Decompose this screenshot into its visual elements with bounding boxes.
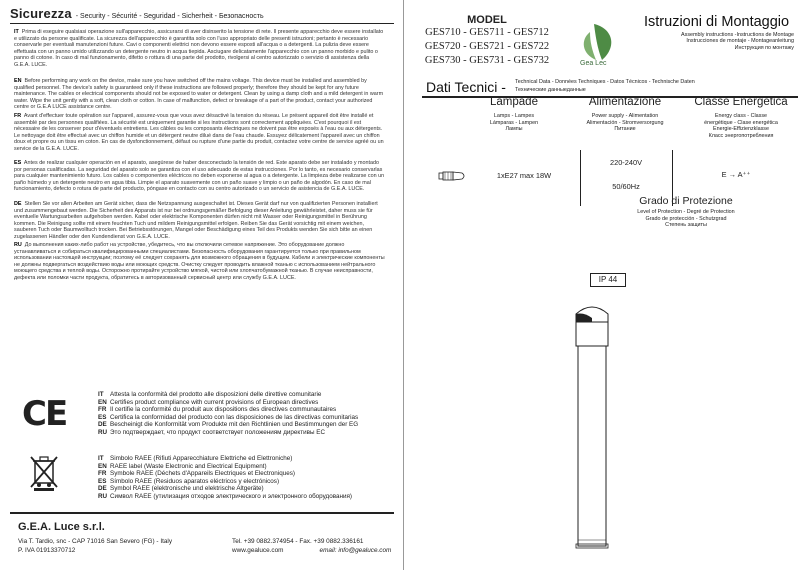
logo-text: Gea Lec [580, 60, 607, 67]
right-page [404, 0, 808, 570]
weee-bin-icon [28, 455, 60, 491]
website-link[interactable]: www.gealuce.com [232, 547, 284, 554]
energy-class-value: E → A⁺⁺ [721, 170, 751, 179]
safety-ru: RU До выполнения каких-либо работ на устройстве, убедитесь, что вы отключили сетевое напряжение. Это оборудование должно устанавливаться и собираться квалифицированными специалистами. Безопасность оборудования гарантируется только при правильном использовании настоящей инструкции; поэтому её следует сохранять для возможного обращения в будущем. Кабели и электрические компоненты не должны подвергаться воздействию воды или моющих средств. Очистку следует проводить влажной тканью с использованием нейтрального моющего средства и теплой воды. Осторожно протирайте устройство мягкой, чистой или хлопчатобумажной тканью. В случае неисправности, дефекта или поломки части продукта, обратитесь в авторизованный сервисный центр или службу G.E.A. LUCE. [14, 242, 385, 281]
ce-statements: IT Attesta la conformità del prodotto alle disposizioni delle direttive comunitarie EN Certifies product compliance with current provisions of European directives FR Il certifie la conformité du produit aux dispositions des directives communautaires ES Certifica la conformidad del producto con las disposiciones de las directivas comunitarias DE Bescheinigt die Konformität vom Produkte mit den Richtlinien und Bestimmungen der EG RU Это подтверждает, что продукт соответствует положениям директивы ЕС [98, 391, 359, 436]
company-contact [232, 537, 391, 555]
safety-fr: FR Avant d'effectuer toute opération sur l'appareil, assurez-vous que vous avez désactivé la tension du réseau. Le présent appareil doit être installé et assemblé par des personnes qualifiées. La sécurité est uniquement garantie si les instructions sont correctement appliquées. C'est pourquoi il est nécessaire de les conserver pour d'éventuels entretiens. Les câbles ou les composants électriques ne doivent pas être exposés à l'eau ou aux détergents. Le nettoyage doit être effectué avec un chiffon humide et un détergent neutre dilué dans de l'eau chaude. Essuyez délicatement l'appareil avec un chiffon doux et propre ou un tissu en coton. En cas de dysfonctionnement, défaut ou rupture d'une partie du produit, contactez votre centre de service agréé ou un service de la G.E.A. LUCE. [14, 113, 384, 152]
model-title: MODEL [467, 14, 507, 26]
instructions-subtitle: Assembly instructions -Instructions de Montage Instrucciones de montaje - Montageanleitung Инструкция по монтажу [681, 32, 794, 51]
col-lamps-subtitle: Lamps - Lampes Lámparas - Lampen Лампы [489, 113, 539, 133]
voltage-value: 220-240V [609, 158, 643, 167]
model-block [422, 14, 552, 68]
company-address: Via T. Tardio, snc - CAP 71016 San Severo (FG) - Italy P. IVA 01913370712 [18, 538, 173, 554]
lamp-spec: 1xE27 max 18W [496, 171, 552, 180]
safety-de: DE Stellen Sie vor allen Arbeiten am Gerät sicher, dass die Netzspannung ausgeschaltet ist. Dieses Gerät darf nur von qualifizierten Personen installiert und zusammengebaut werden. Die Sicherheit des Apparats ist nur bei ordnungsgemäßer Befolgung dieser Anleitung gewährleistet, daher muss sie für eventuelle Wartungsarbeiten aufgehoben werden. Kabel oder elektrische Komponenten dürfen nicht mit Wasser oder Reinigungsmittel in Berührung kommen. Die Reinigung sollte mit einem feuchten Tuch und mildem Reinigungsmittel erfolgen. Reiben Sie das Gerät vorsichtig mit einem weichen, sauberen Tuch oder Baumwolltuch trocken. Bei Betriebsstörungen, Mangel oder Beschädigung eines Teil des Produkts wenden Sie sich bitte an einen zugelassenen Händler oder den Kundendienst von G.E.A. LUCE. [14, 201, 378, 240]
safety-en: EN Before performing any work on the device, make sure you have switched off the mains voltage. This device must be installed and assembled by qualified personnel. The device's safety is guaranteed only if these instructions are followed properly; therefore they should be kept for any future maintenance. The cables or electrical components should not be exposed to water or detergent. Clean by using a damp cloth and a mild detergent in warm water. Wipe the unit gently with a soft, clean cloth or cotton. In case of malfunction, defect or breakage of a part of the product, contact your authorized centre or G.E.A LUCE assistance centre. [14, 78, 384, 111]
col-energy-subtitle: Energy class - Classe énergétique - Clase energética Energie-Effizienzklasse Класс энергопотребления [704, 113, 778, 139]
technical-data-title: Dati Tecnici - [426, 79, 506, 95]
frequency-value: 50/60Hz [612, 182, 640, 191]
instructions-title: Istruzioni di Montaggio [644, 14, 790, 30]
col-energy-header: Classe Energetica [694, 96, 788, 108]
table-divider [580, 150, 581, 206]
safety-subtitle: - Security - Sécurité - Seguridad - Sicherheit - Безопасность [75, 13, 264, 20]
protection-subtitle: Level of Protection - Degré de Protection Grado de protección - Schutzgrad Степень защиты [637, 209, 735, 229]
protection-title: Grado di Protezione [639, 195, 733, 207]
safety-es: ES Antes de realizar cualquier operación en el aparato, asegúrese de haber desconectado la tensión de red. Este aparato debe ser instalado y montado por personas cualificadas. La seguridad del aparato solo se garantiza con el uso adecuado de estas instrucciones. Por lo tanto, es necesario conservarlas para cualquier mantenimiento futuro. Los cables o componentes eléctricos no deben exponerse al agua o a detergente. La limpieza debe realizarse con un paño húmedo y un detergente neutro en agua tibia. Limpie el aparato suavemente con un paño suave y limpio o un paño de algodón. En caso de mal funcionamiento, defecto o rotura de parte del producto, póngase en contacto con su centro autorizado o un servicio de asistencia de G.E.A. LUCE. [14, 160, 385, 193]
e27-bulb-icon [438, 170, 468, 182]
safety-title: Sicurezza [10, 6, 72, 21]
model-row: GES710 - GES711 - GES712 [425, 27, 549, 38]
col-power-subtitle: Power supply - Alimentation Alimentación - Stromversorgung Питание [586, 113, 664, 133]
ce-mark-icon: CE [22, 394, 67, 434]
ip-rating-badge: IP 44 [590, 273, 626, 287]
footer-divider [10, 512, 394, 514]
technical-data-subtitle: Technical Data - Données Techniques - Datos Técnicos - Technische Daten Технические данныеданные [515, 79, 695, 93]
phone-fax: Tel. +39 0882.374954 - Fax. +39 0882.336161 [232, 538, 364, 545]
col-lamps-header: Lampade [490, 96, 538, 108]
col-power-header: Alimentazione [588, 96, 662, 108]
company-name: G.E.A. Luce s.r.l. [18, 521, 105, 533]
safety-header [10, 6, 394, 24]
safety-it: IT Prima di eseguire qualsiasi operazione sull'apparecchio, assicurarsi di aver disinserito la tensione di rete. Il presente apparecchio deve essere installato e utilizzato da persone qualificate. La sicurezza dell'apparecchio è garantita solo con l'uso appropriato delle presenti istruzioni; pertanto è necessario conservarle per eventuali manutenzioni future. Cavi o componenti elettrici non devono essere esposti all'acqua o a detergenti. La pulizia deve essere effettuata con un panno umido utilizzando un detergente neutro in acqua tiepida. Asciugare delicatamente l'apparecchio con un panno morbido e pulito o panno di cotone. In caso di mal funzionamento, difetto o rottura di una parte del prodotto, rivolgersi al centro autorizzato o servizio di assistenza della G.E.A. LUCE. [14, 29, 384, 68]
raee-statements: IT Simbolo RAEE (Rifiuti Apparecchiature Elettriche ed Elettroniche) EN RAEE label (Waste Electronic and Electrical Equipment) FR Symbole RAEE (Déchets d'Appareils Electriques et Electroniques) ES Símbolo RAEE (Residuos aparatos eléctricos y electrónicos) DE Symbol RAEE (elektronische und elektrische Altgeräte) RU Символ RAEE (утилизация отходов электрического и электронного оборудования) [98, 455, 353, 500]
bollard-lamp-drawing [572, 300, 612, 550]
model-row: GES720 - GES721 - GES722 [424, 41, 550, 52]
model-row: GES730 - GES731 - GES732 [424, 55, 550, 66]
email-link[interactable]: email: info@gealuce.com [319, 547, 392, 554]
